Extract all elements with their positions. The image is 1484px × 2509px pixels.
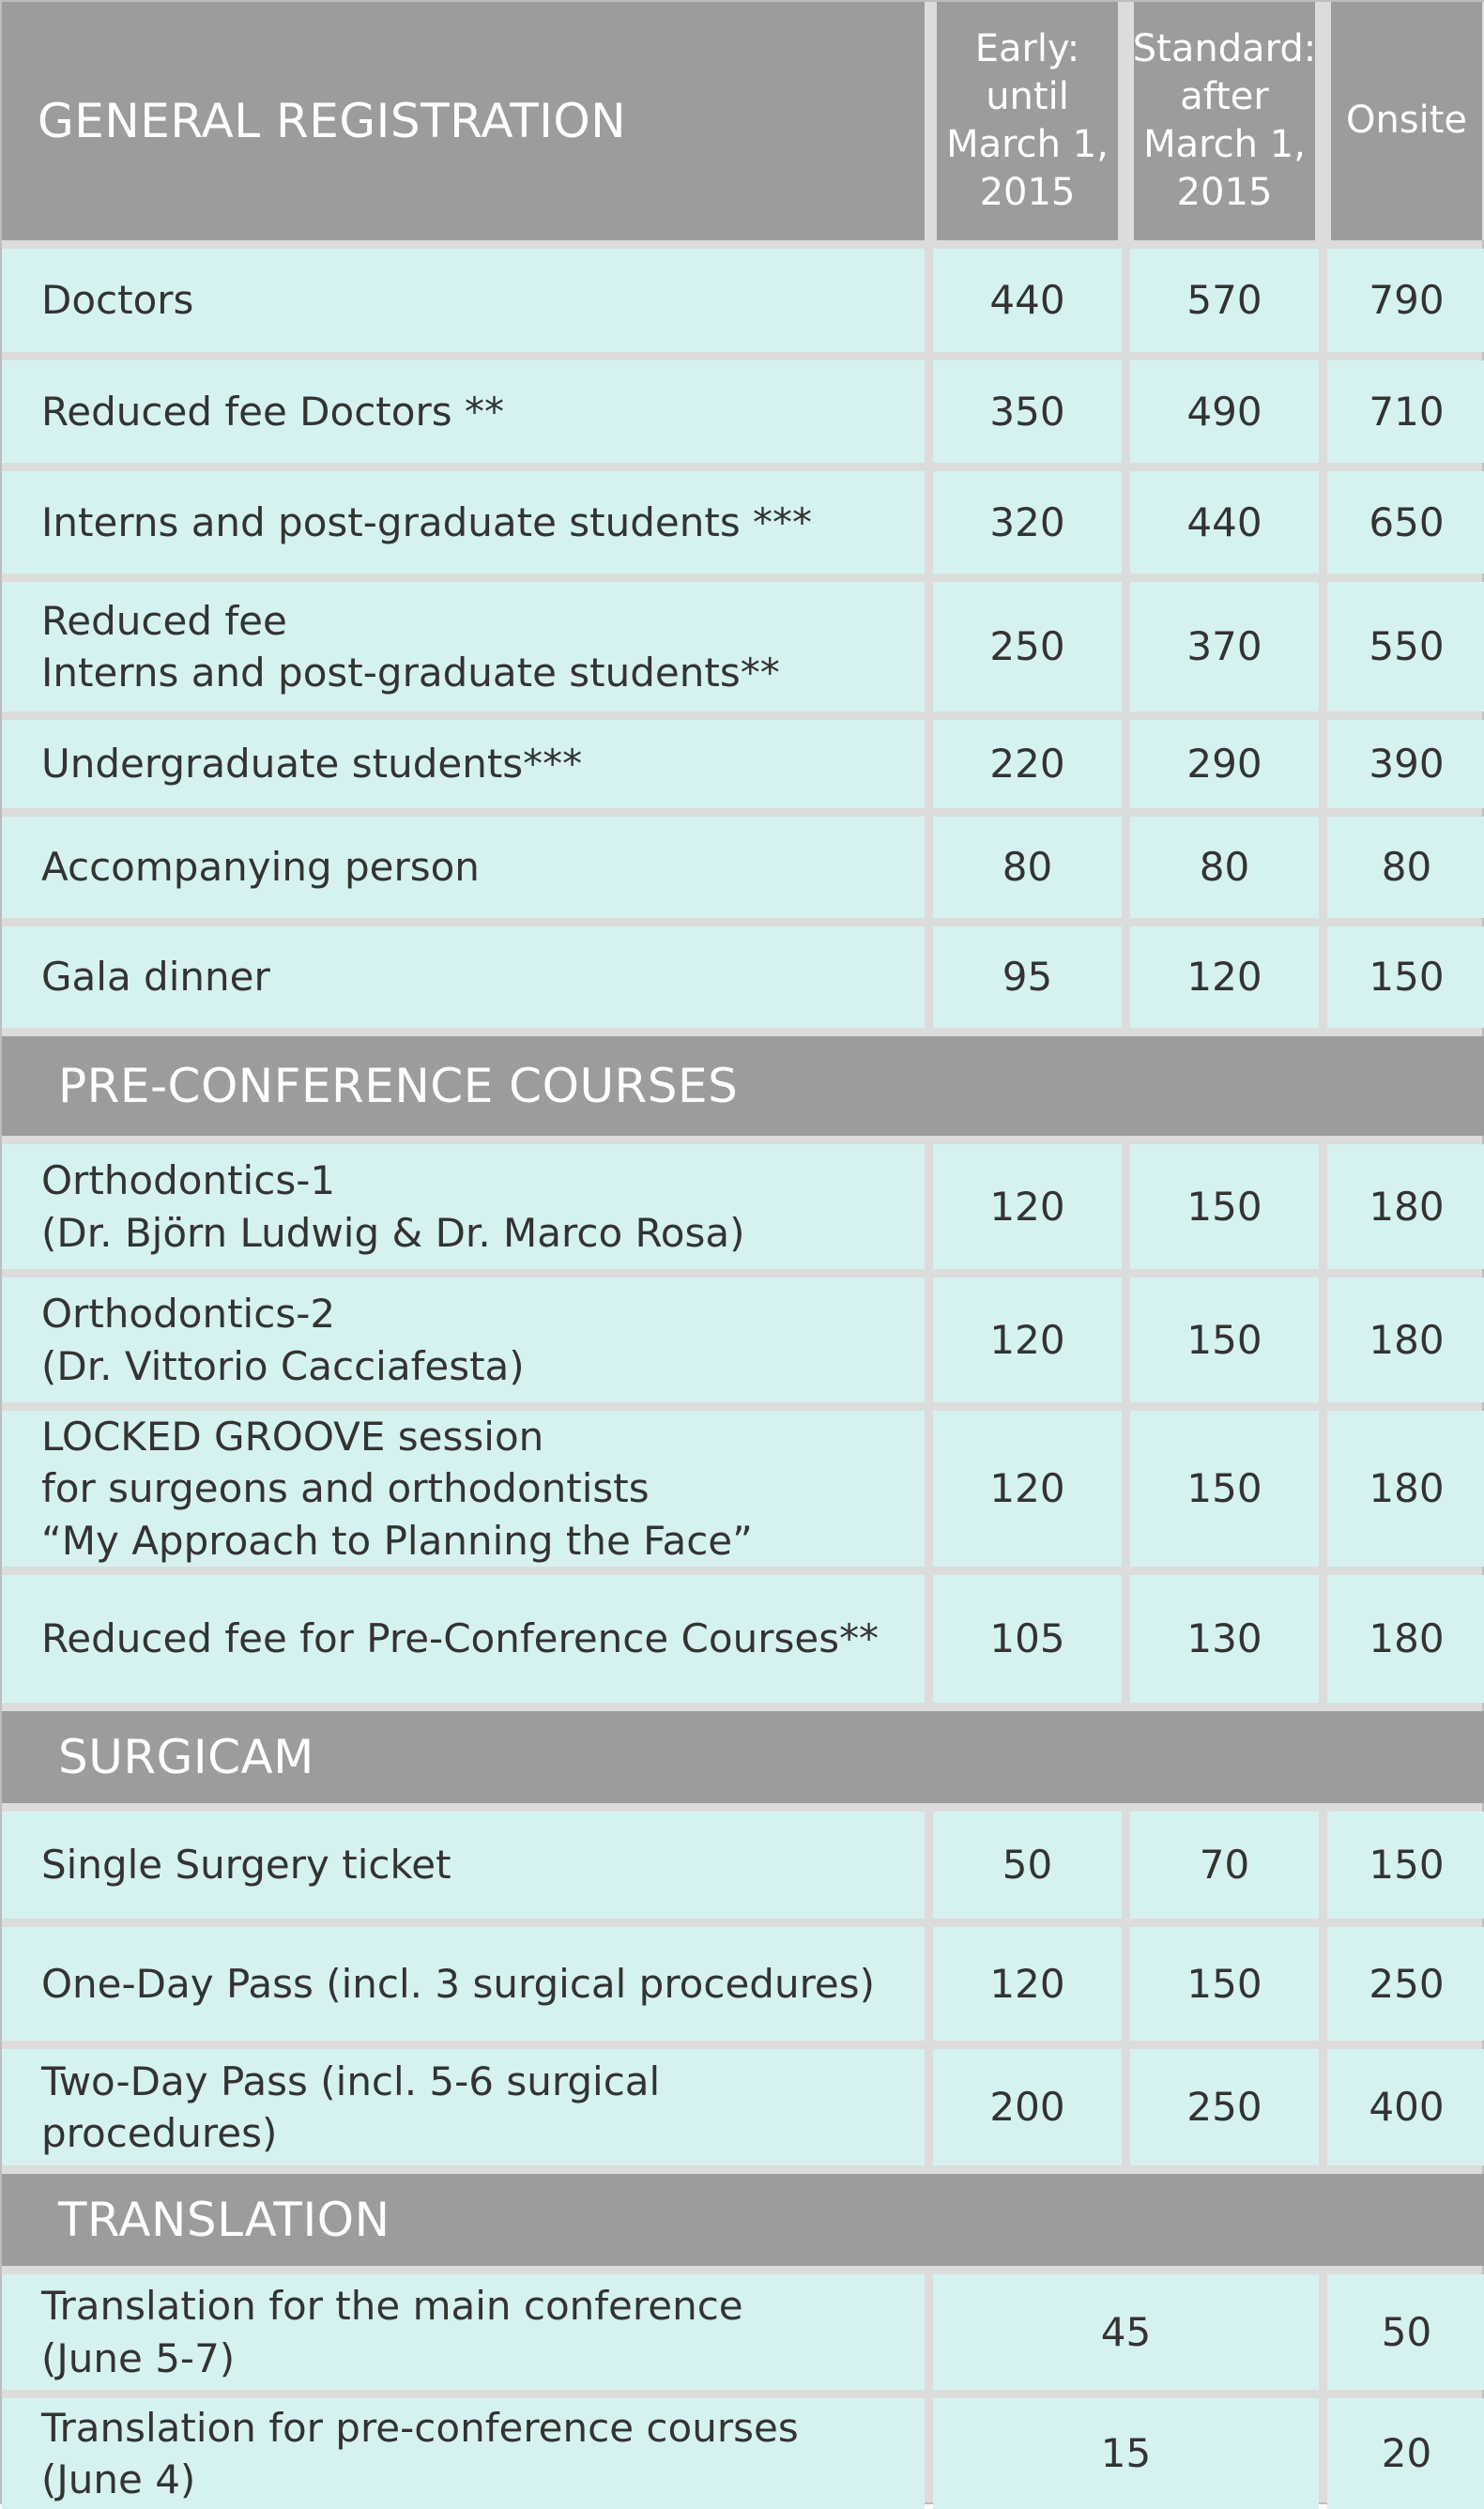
row-label-reduced-interns: Reduced fee Interns and post-graduate students**: [2, 582, 925, 711]
row-label-translation-main: Translation for the main conference (June 5-7): [2, 2274, 925, 2390]
column-header-onsite: Onsite: [1327, 2, 1484, 240]
fee-standard: 150: [1130, 1277, 1319, 1402]
fee-onsite: 250: [1327, 1927, 1484, 2041]
fee-standard: 370: [1130, 582, 1319, 711]
section-heading-surgicam: SURGICAM: [2, 1711, 1484, 1803]
fee-early: 320: [933, 471, 1122, 574]
fee-early: 95: [933, 926, 1122, 1028]
fee-early: 200: [933, 2049, 1122, 2165]
section-heading-pre-conference: PRE-CONFERENCE COURSES: [2, 1036, 1484, 1136]
fee-onsite: 50: [1327, 2274, 1484, 2390]
fee-standard: 70: [1130, 1812, 1319, 1919]
row-label-translation-pre-conference: Translation for pre-conference courses (June 4): [2, 2398, 925, 2509]
general-registration-heading: GENERAL REGISTRATION: [2, 2, 925, 240]
fee-onsite: 180: [1327, 1277, 1484, 1402]
fee-onsite: 550: [1327, 582, 1484, 711]
fee-onsite: 20: [1327, 2398, 1484, 2509]
fee-early: 105: [933, 1575, 1122, 1703]
row-label-one-day-pass: One-Day Pass (incl. 3 surgical procedures): [2, 1927, 925, 2041]
fee-early: 50: [933, 1812, 1122, 1919]
fee-early-standard: 45: [933, 2274, 1319, 2390]
row-label-locked-groove: LOCKED GROOVE session for surgeons and orthodontists “My Approach to Planning the Face”: [2, 1411, 925, 1567]
fee-onsite: 80: [1327, 817, 1484, 918]
fee-standard: 490: [1130, 360, 1319, 463]
row-label-reduced-pre-conference: Reduced fee for Pre-Conference Courses**: [2, 1575, 925, 1703]
fee-early: 350: [933, 360, 1122, 463]
row-label-single-surgery: Single Surgery ticket: [2, 1812, 925, 1919]
fee-early: 120: [933, 1277, 1122, 1402]
row-label-accompanying: Accompanying person: [2, 817, 925, 918]
row-label-doctors: Doctors: [2, 249, 925, 352]
fee-onsite: 710: [1327, 360, 1484, 463]
fee-standard: 80: [1130, 817, 1319, 918]
fee-standard: 150: [1130, 1144, 1319, 1269]
fee-onsite: 180: [1327, 1144, 1484, 1269]
row-label-gala-dinner: Gala dinner: [2, 926, 925, 1028]
fee-early: 120: [933, 1927, 1122, 2041]
row-label-reduced-doctors: Reduced fee Doctors **: [2, 360, 925, 463]
fee-early-standard: 15: [933, 2398, 1319, 2509]
fee-standard: 120: [1130, 926, 1319, 1028]
fee-onsite: 150: [1327, 1812, 1484, 1919]
fee-early: 250: [933, 582, 1122, 711]
fee-onsite: 790: [1327, 249, 1484, 352]
fee-standard: 570: [1130, 249, 1319, 352]
row-label-undergraduate: Undergraduate students***: [2, 720, 925, 808]
fee-standard: 290: [1130, 720, 1319, 808]
fee-early: 120: [933, 1411, 1122, 1567]
row-label-orthodontics-2: Orthodontics-2 (Dr. Vittorio Cacciafesta): [2, 1277, 925, 1402]
fee-standard: 150: [1130, 1927, 1319, 2041]
fee-onsite: 400: [1327, 2049, 1484, 2165]
fee-onsite: 180: [1327, 1411, 1484, 1567]
fee-onsite: 180: [1327, 1575, 1484, 1703]
fee-early: 440: [933, 249, 1122, 352]
fee-early: 220: [933, 720, 1122, 808]
row-label-orthodontics-1: Orthodontics-1 (Dr. Björn Ludwig & Dr. Marco Rosa): [2, 1144, 925, 1269]
fee-onsite: 390: [1327, 720, 1484, 808]
fee-early: 80: [933, 817, 1122, 918]
fee-standard: 150: [1130, 1411, 1319, 1567]
column-header-standard: Standard: after March 1, 2015: [1130, 2, 1319, 240]
fee-standard: 250: [1130, 2049, 1319, 2165]
fee-onsite: 650: [1327, 471, 1484, 574]
row-label-two-day-pass: Two-Day Pass (incl. 5-6 surgical procedures): [2, 2049, 925, 2165]
fee-early: 120: [933, 1144, 1122, 1269]
fee-standard: 130: [1130, 1575, 1319, 1703]
fee-onsite: 150: [1327, 926, 1484, 1028]
row-label-interns: Interns and post-graduate students ***: [2, 471, 925, 574]
column-header-early: Early: until March 1, 2015: [933, 2, 1122, 240]
fee-standard: 440: [1130, 471, 1319, 574]
section-heading-translation: TRANSLATION: [2, 2174, 1484, 2266]
